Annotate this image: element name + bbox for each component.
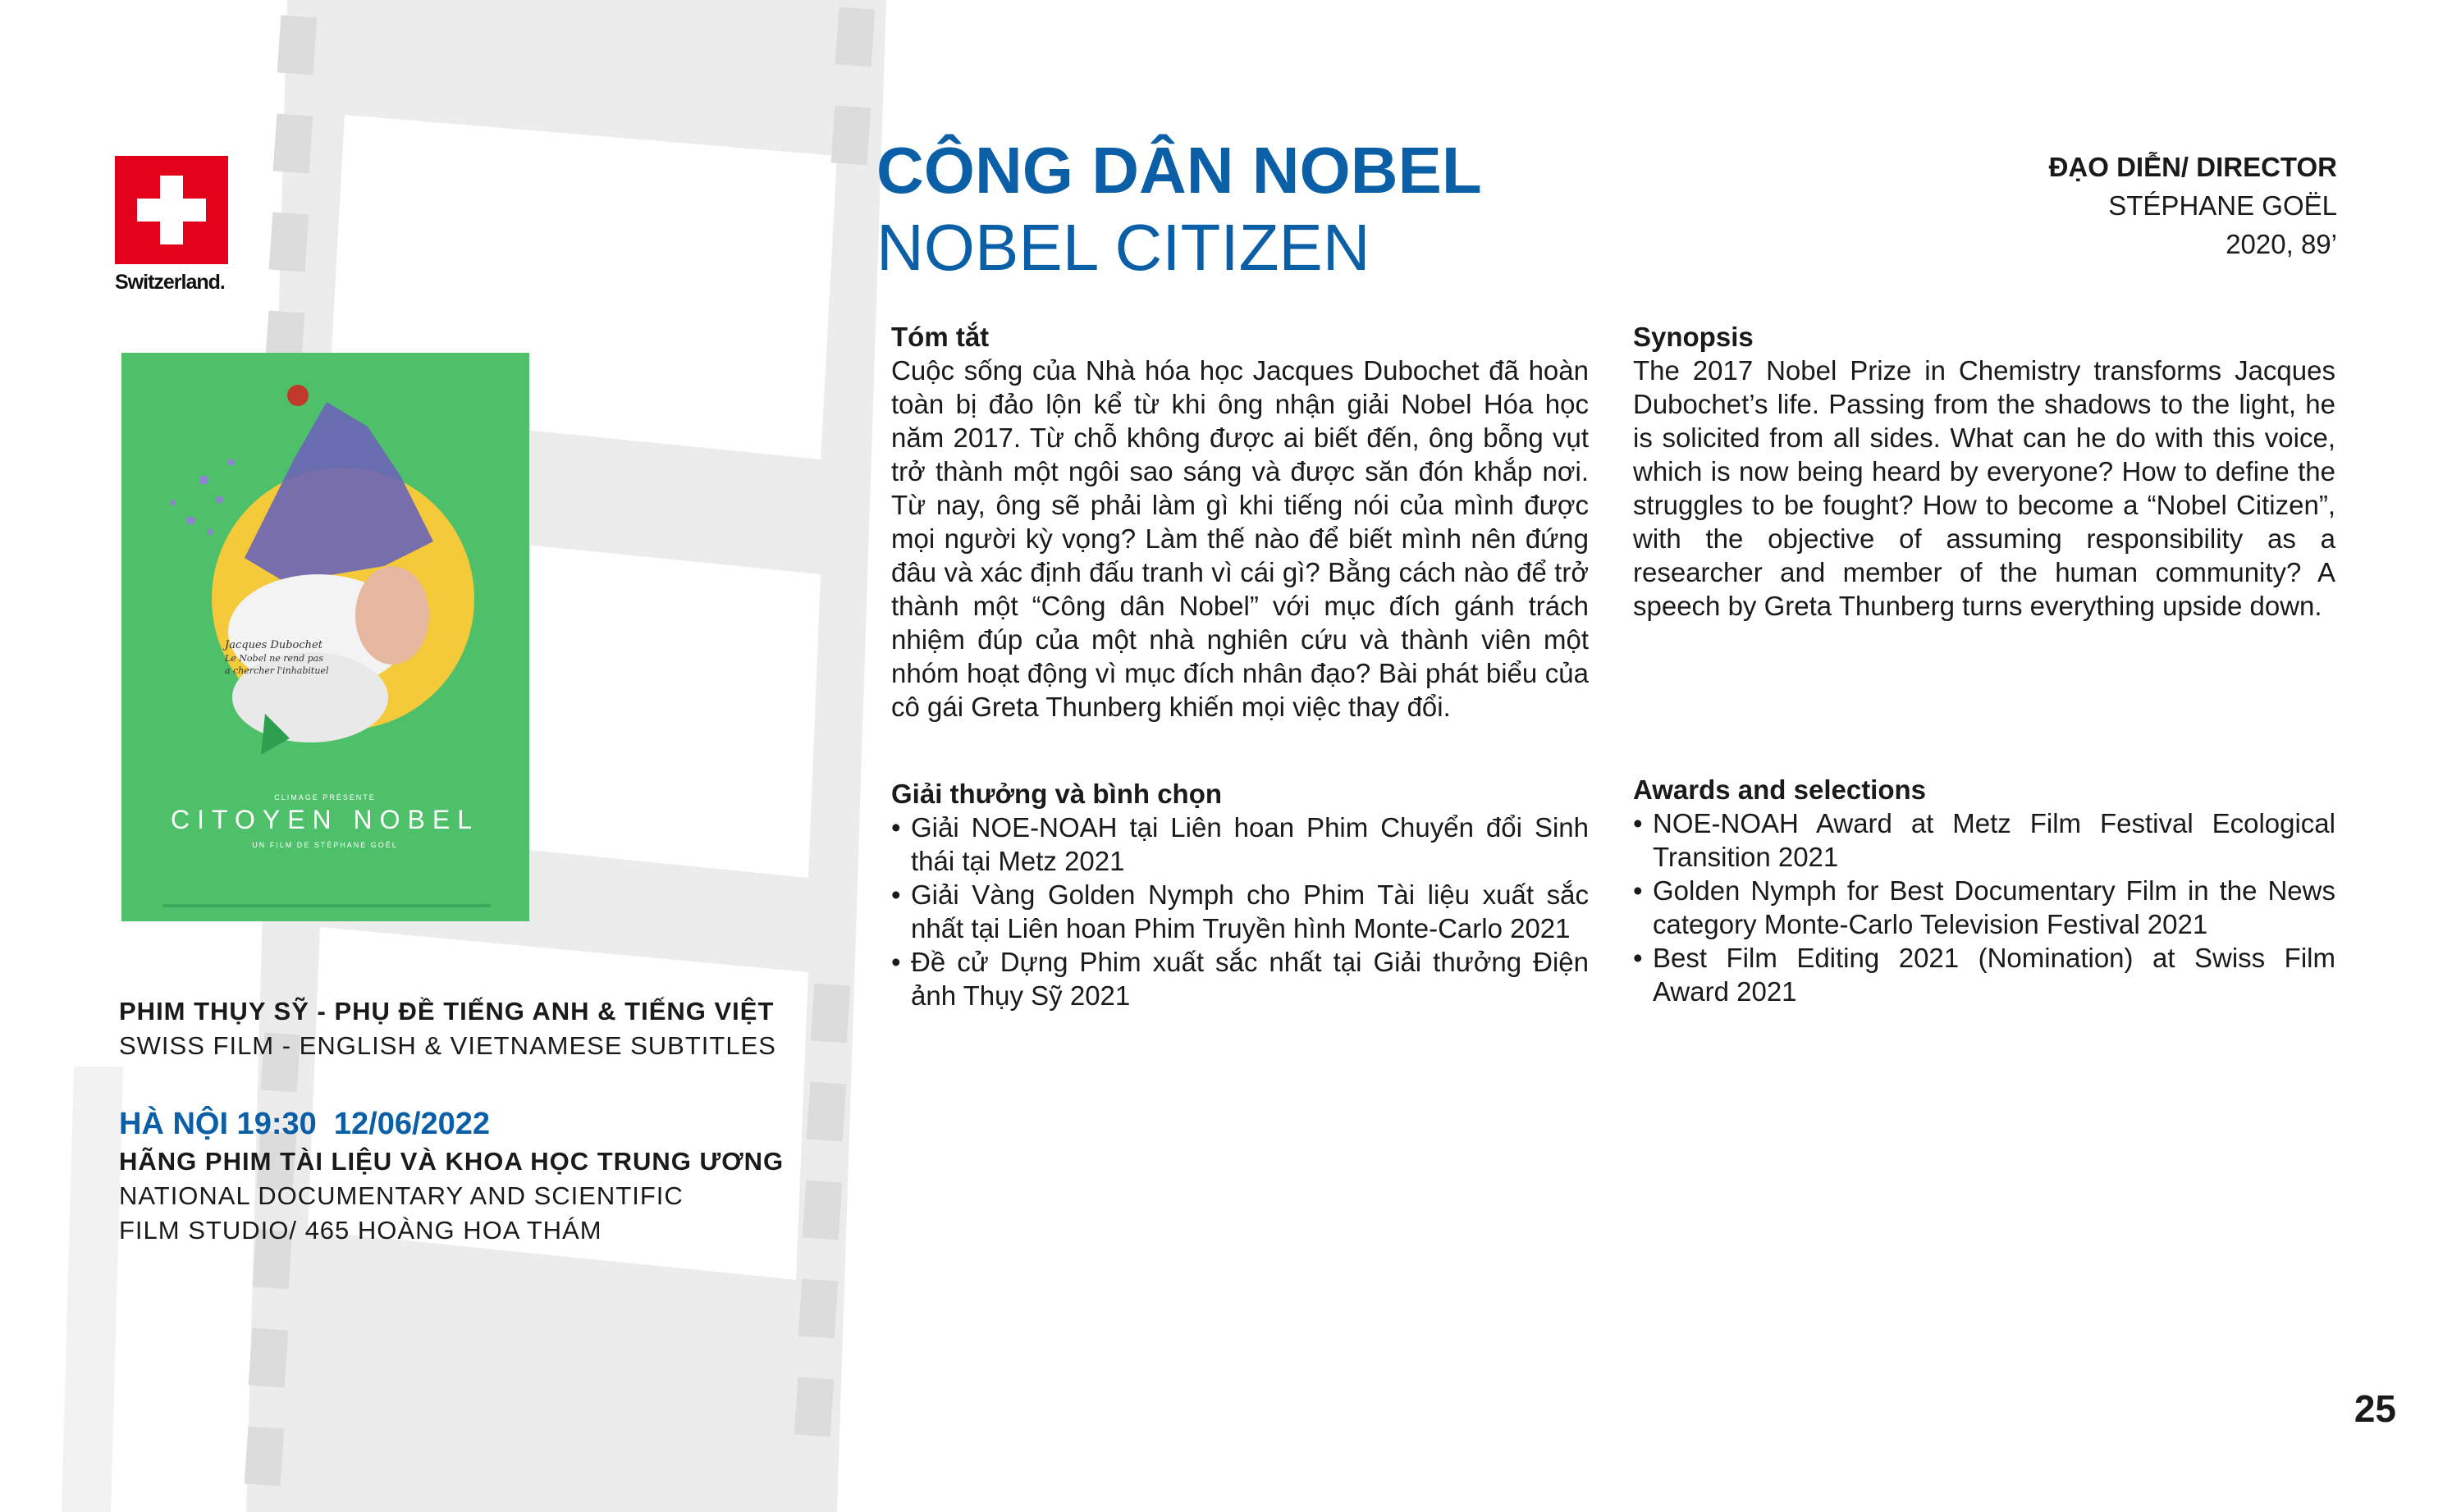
synopsis-en-text: The 2017 Nobel Prize in Chemistry transforms Jacques Dubochet’s life. Passing from the shadows to the light, he is solicited from all sides. What can he do with this voice, which is now being heard by everyone? How to define the struggles to be fought? How to become a “Nobel Citizen”, with the objective of assuming responsibility as a researcher and member of the human community? A speech by Greta Thunberg turns everything upside down.	[1633, 355, 2335, 621]
award-en-item: • Best Film Editing 2021 (Nomination) at Swiss Film Award 2021	[1633, 941, 2335, 1008]
poster-presents: CLIMAGE PRÉSENTE	[274, 793, 376, 802]
poster-title: CITOYEN NOBEL	[170, 805, 480, 834]
synopsis-vietnamese	[891, 320, 1589, 724]
venue-vi: HÃNG PHIM TÀI LIỆU VÀ KHOA HỌC TRUNG ƯƠNG	[119, 1147, 785, 1176]
director-block	[2049, 148, 2337, 263]
poster-overlay-line-2: Le Nobel ne rend pas	[225, 653, 323, 664]
awards-en-heading: Awards and selections	[1633, 774, 1927, 805]
award-vi-item: • Giải NOE-NOAH tại Liên hoan Phim Chuyển đổi Sinh thái tại Metz 2021	[891, 811, 1589, 878]
poster-overlay-line-3: a chercher l'inhabituel	[225, 665, 329, 676]
film-poster	[121, 353, 529, 921]
country-label: Switzerland.	[115, 271, 225, 294]
venue-en-line-1: NATIONAL DOCUMENTARY AND SCIENTIFIC	[119, 1181, 684, 1210]
award-vi-item: • Giải Vàng Golden Nymph cho Phim Tài liệu xuất sắc nhất tại Liên hoan Phim Truyền hình Monte-Carlo 2021	[891, 878, 1589, 945]
title-vietnamese: CÔNG DÂN NOBEL	[876, 134, 1482, 207]
awards-english	[1633, 773, 2335, 1008]
synopsis-vi-text: Cuộc sống của Nhà hóa học Jacques Dubochet đã hoàn toàn bị đảo lộn kể từ khi ông nhận giải Nobel Hóa học năm 2017. Từ chỗ không được ai biết đến, ông bỗng vụt trở thành một ngôi sao sáng và được săn đón khắp nơi. Từ nay, ông sẽ phải làm gì khi tiếng nói của mình được mọi người kỳ vọng? Làm thế nào để biết mình nên đứng đâu và xác định đấu tranh vì cái gì? Bằng cách nào để trở thành một “Công dân Nobel” với mục đích gánh trách nhiệm đúp của một nhà nghiên cứu và thành viên một nhóm hoạt động vì mục đích nhân đạo? Bài phát biểu của cô gái Greta Thunberg khiến mọi việc thay đổi.	[891, 355, 1589, 722]
film-info	[119, 994, 776, 1063]
swiss-flag-icon	[115, 156, 228, 264]
director-name: STÉPHANE GOËL	[2108, 190, 2337, 221]
awards-vietnamese	[891, 777, 1589, 1012]
title-english: NOBEL CITIZEN	[876, 211, 1370, 284]
awards-vi-heading: Giải thưởng và bình chọn	[891, 779, 1223, 809]
venue-en-line-2: FILM STUDIO/ 465 HOÀNG HOA THÁM	[119, 1216, 602, 1245]
year-duration: 2020, 89’	[2226, 229, 2337, 259]
screening-time: HÀ NỘI 19:30 12/06/2022	[119, 1107, 491, 1141]
screening-info	[119, 1103, 784, 1248]
synopsis-vi-heading: Tóm tắt	[891, 322, 990, 352]
poster-credit: UN FILM DE STÉPHANE GOËL	[252, 841, 398, 849]
award-vi-item: • Đề cử Dựng Phim xuất sắc nhất tại Giải thưởng Điện ảnh Thụy Sỹ 2021	[891, 945, 1589, 1012]
poster-overlay-line-1: Jacques Dubochet	[225, 639, 323, 651]
award-en-item: • Golden Nymph for Best Documentary Film in the News category Monte-Carlo Television Festival 2021	[1633, 874, 2335, 941]
award-en-item: • NOE-NOAH Award at Metz Film Festival Ecological Transition 2021	[1633, 806, 2335, 874]
director-label: ĐẠO DIỄN/ DIRECTOR	[2048, 152, 2337, 182]
film-info-en: SWISS FILM - ENGLISH & VIETNAMESE SUBTITLES	[119, 1031, 776, 1060]
synopsis-en-heading: Synopsis	[1633, 322, 1754, 352]
film-info-vi: PHIM THỤY SỸ - PHỤ ĐỀ TIẾNG ANH & TIẾNG VIỆT	[119, 997, 775, 1026]
page-number: 25	[2354, 1387, 2396, 1430]
synopsis-english	[1633, 320, 2335, 623]
